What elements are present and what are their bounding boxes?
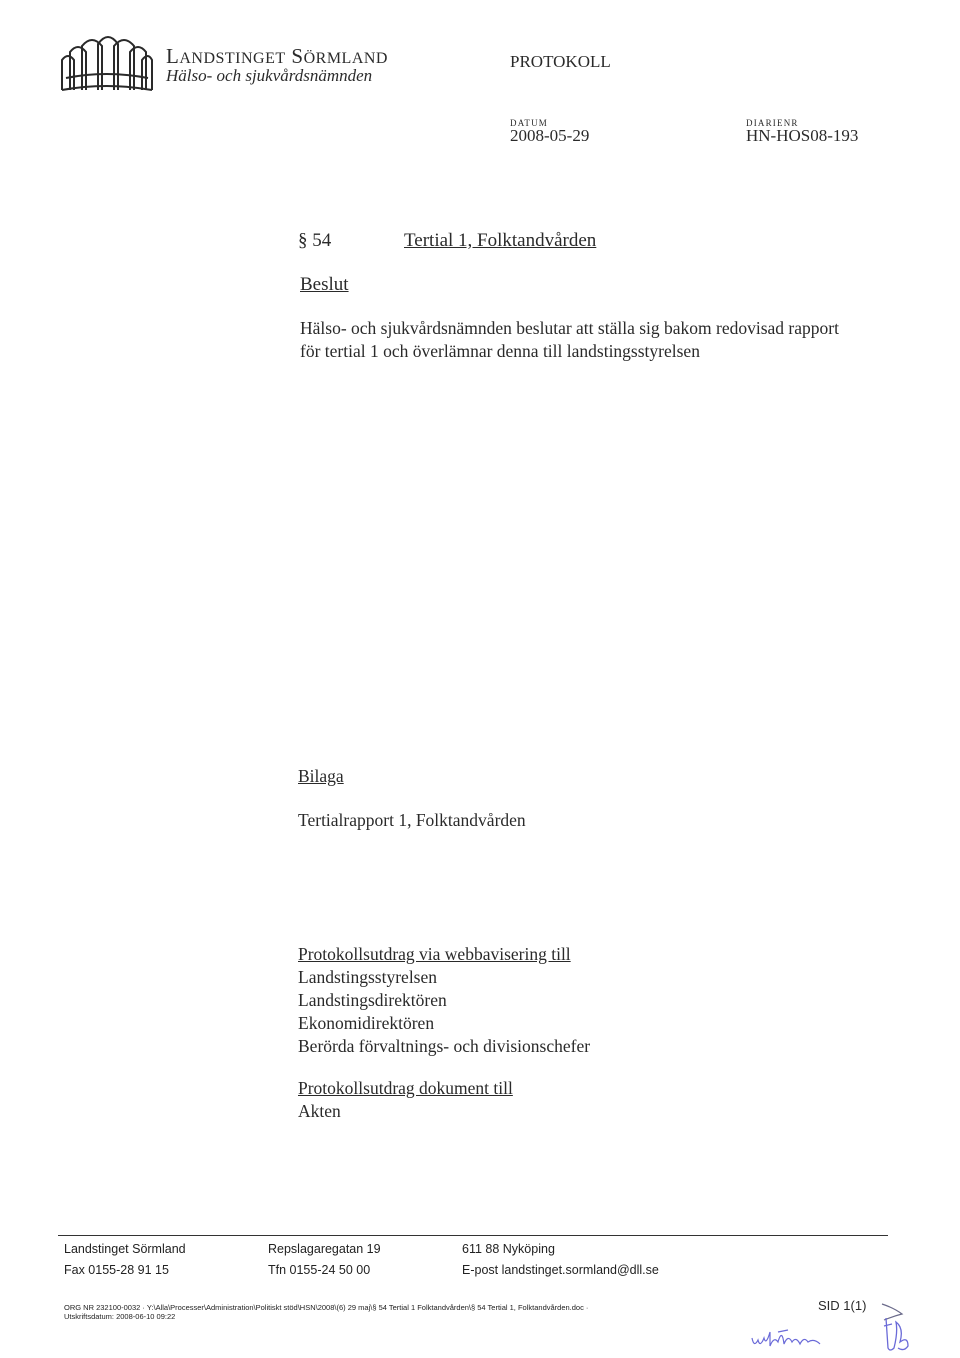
recipient: Berörda förvaltnings- och divisionschefer [298,1036,591,1056]
recipient: Akten [298,1101,341,1121]
footer-org: Landstinget Sörmland [64,1242,186,1256]
decision-heading: Beslut [300,274,349,295]
footer-divider [58,1235,888,1236]
document-type: PROTOKOLL [510,52,611,71]
handwritten-signature-mark [878,1312,914,1354]
page-number: SID 1(1) [818,1298,867,1313]
recipient: Landstingsdirektören [298,990,447,1010]
registration-number: HN-HOS08-193 [746,126,859,145]
web-distribution-heading: Protokollsutdrag via webbavisering till [298,944,571,964]
web-distribution [298,943,590,1058]
date-label: DATUM [510,118,549,128]
doc-distribution-heading: Protokollsutdrag dokument till [298,1078,513,1098]
doc-distribution [298,1077,513,1123]
registration-label: DIARIENR [746,118,799,128]
date-value: 2008-05-29 [510,126,590,145]
file-reference: ORG NR 232100-0032 · Y:\Alla\Processer\Administration\Politiskt stöd\HSN\2008\(6) 29 maj\§ 54 Tertial 1 Folktandvården\§ 54 Tertial 1, Folktandvården.doc · [64,1303,589,1312]
section-number: § 54 [298,230,332,251]
footer-street: Repslagaregatan 19 [268,1242,381,1256]
recipient: Ekonomidirektören [298,1013,435,1033]
footer-fax: Fax 0155-28 91 15 [64,1263,169,1277]
recipient: Landstingsstyrelsen [298,967,438,987]
footer-city: 611 88 Nyköping [462,1242,555,1256]
attachment-heading: Bilaga [298,766,344,786]
footer-phone: Tfn 0155-24 50 00 [268,1263,371,1277]
handwritten-initials-signature [748,1318,828,1352]
footer-email: E-post landstinget.sormland@dll.se [462,1263,659,1277]
attachment-item: Tertialrapport 1, Folktandvården [298,810,526,830]
section-title: Tertial 1, Folktandvården [404,230,597,251]
landstinget-logo [58,30,154,94]
org-name: LANDSTINGET SÖRMLAND [166,44,388,68]
decision-text: Hälso- och sjukvårdsnämnden beslutar att ställa sig bakom redovisad rapport för tertial 1 och överlämnar denna till landstingsstyrelsen [300,318,839,361]
org-subtitle: Hälso- och sjukvårdsnämnden [166,66,373,85]
print-date: Utskriftsdatum: 2008-06-10 09:22 [64,1312,176,1321]
